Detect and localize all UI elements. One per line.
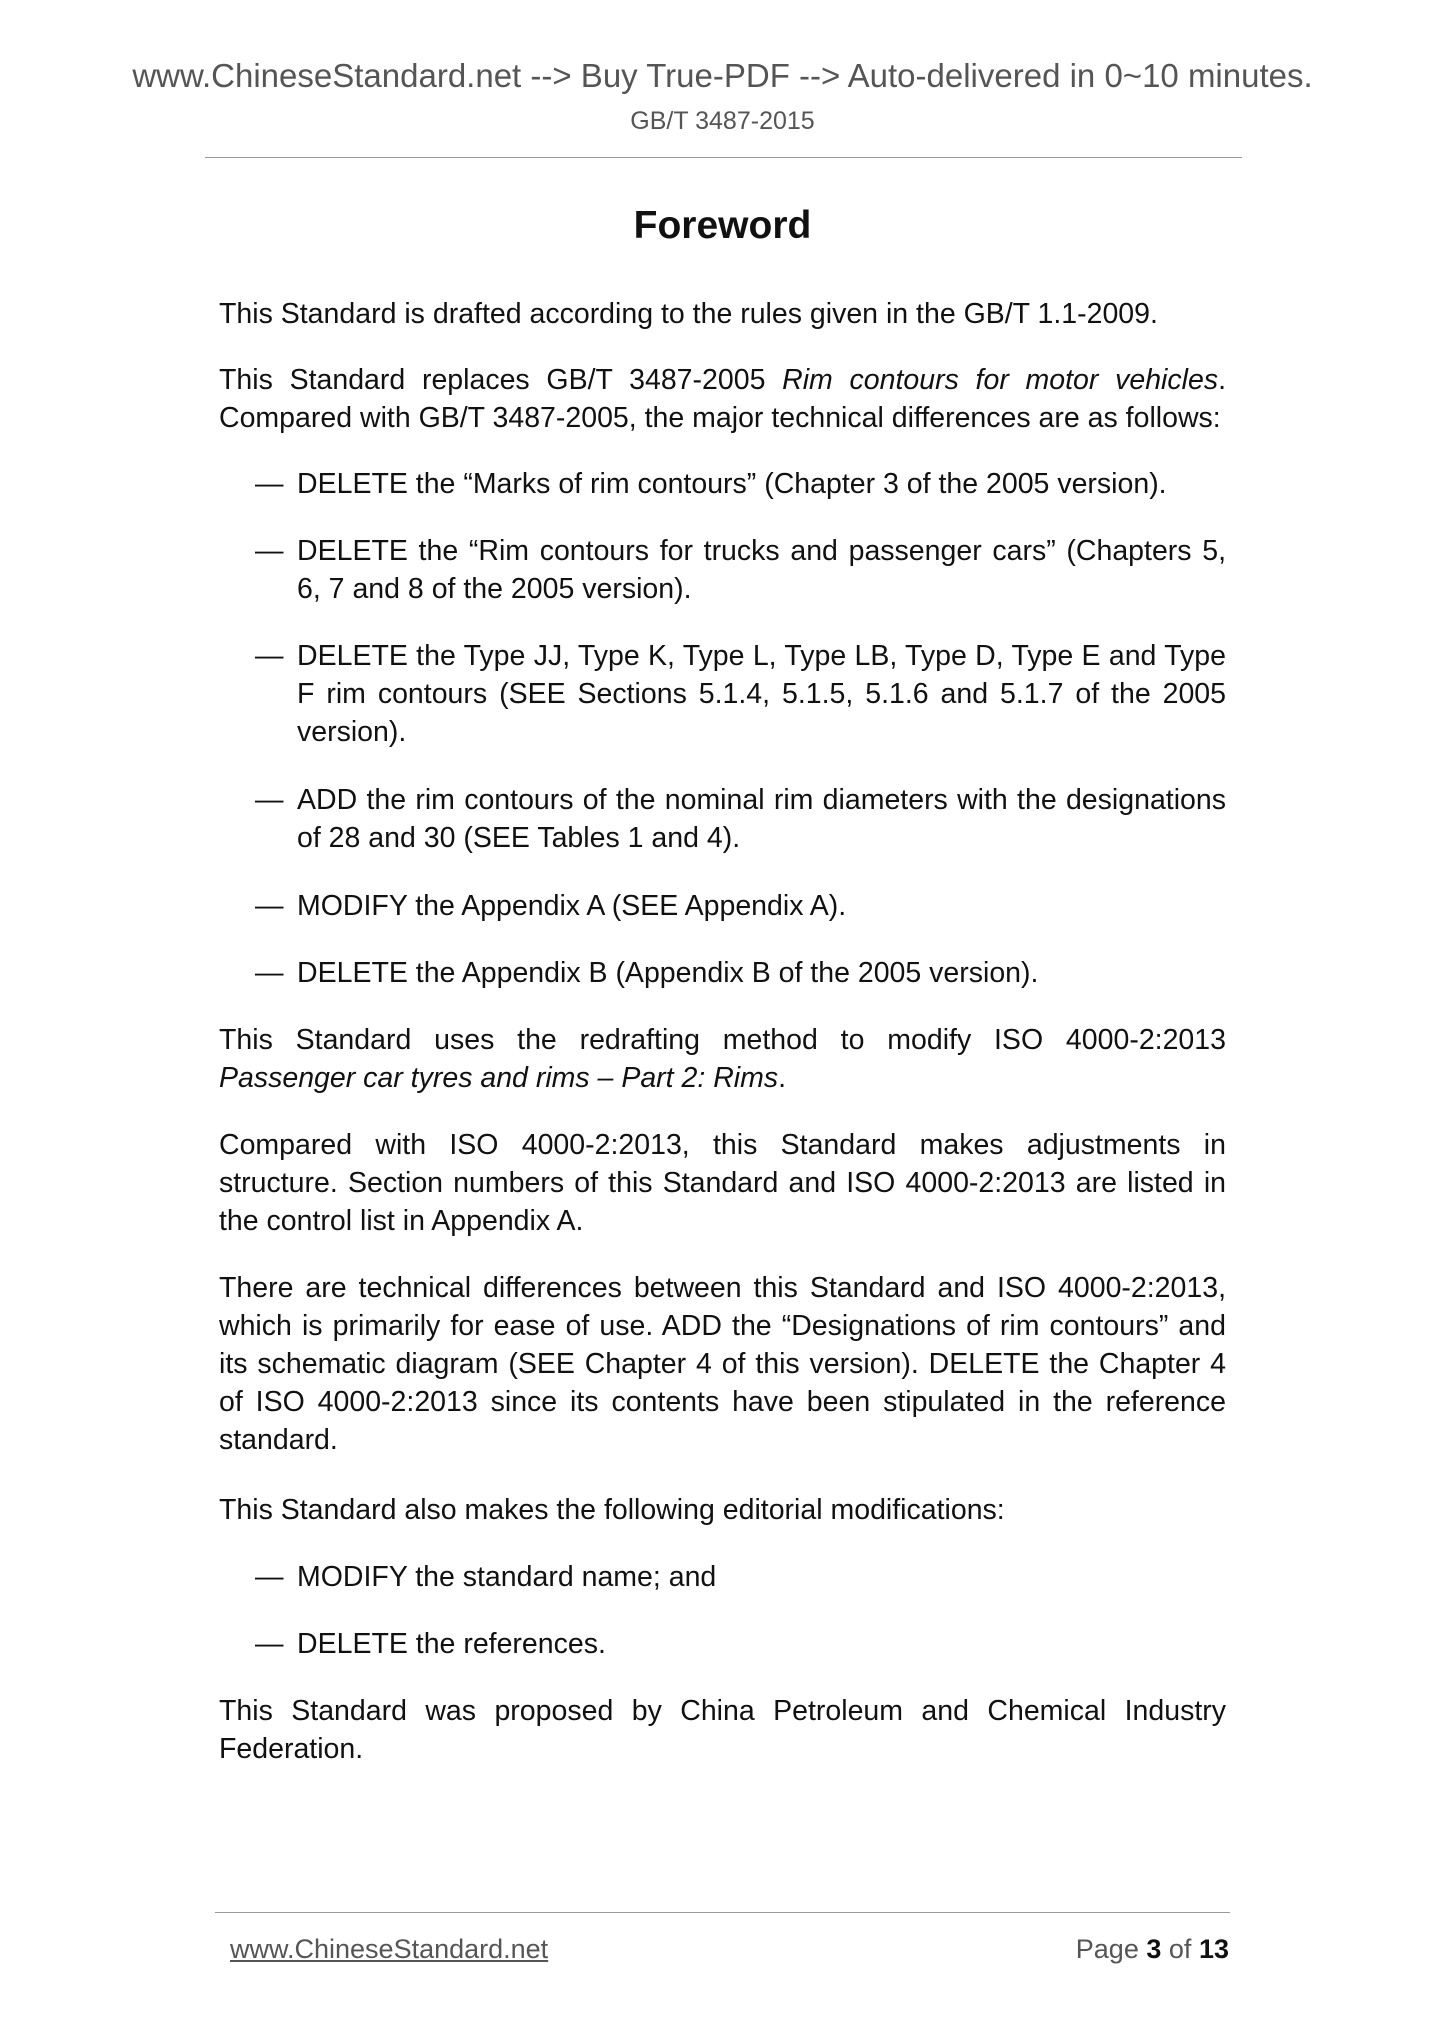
paragraph-structure: Compared with ISO 4000-2:2013, this Standard makes adjustments in structure. Section numbers of this Standard and ISO 4000-2:2013 are listed in the control list in Appendix A. xyxy=(219,1129,1226,1237)
list-item-text: MODIFY the Appendix A (SEE Appendix A). xyxy=(297,890,847,922)
redrafting-text-end: . xyxy=(778,1062,787,1094)
page-current: 3 xyxy=(1146,1934,1162,1964)
page-title: Foreword xyxy=(633,204,812,247)
header-banner: www.ChineseStandard.net --> Buy True-PDF --> Auto-delivered in 0~10 minutes. xyxy=(132,57,1313,94)
paragraph-proposed-by: This Standard was proposed by China Petroleum and Chemical Industry Federation. xyxy=(219,1695,1226,1765)
replaces-text-start: This Standard replaces GB/T 3487-2005 xyxy=(219,364,783,396)
bullet-dash: — xyxy=(255,890,284,922)
paragraph-technical-differences: There are technical differences between this Standard and ISO 4000-2:2013, which is primarily for ease of use. ADD the “Designations of rim contours” and its schematic diagram (SEE Chapter 4 of this version). DELETE the Chapter 4 of ISO 4000-2:2013 since its contents have been stipulated in the reference standard. xyxy=(219,1272,1226,1456)
page-word: Page xyxy=(1075,1934,1139,1964)
paragraph-replaces xyxy=(219,361,1226,437)
list-item-text: DELETE the “Rim contours for trucks and passenger cars” (Chapters 5, 6, 7 and 8 of the 2005 version). xyxy=(297,535,1226,605)
footer-divider xyxy=(215,1912,1230,1913)
list-item-text: MODIFY the standard name; and xyxy=(297,1561,717,1593)
iso-standard-title: Passenger car tyres and rims – Part 2: Rims xyxy=(219,1062,779,1094)
list-item-text: DELETE the “Marks of rim contours” (Chapter 3 of the 2005 version). xyxy=(297,468,1167,500)
bullet-dash: — xyxy=(255,1628,284,1660)
paragraph-drafting-rules: This Standard is drafted according to the rules given in the GB/T 1.1-2009. xyxy=(219,298,1158,330)
list-item-text: DELETE the Appendix B (Appendix B of the 2005 version). xyxy=(297,957,1039,989)
bullet-dash: — xyxy=(255,1561,284,1593)
paragraph-editorial: This Standard also makes the following editorial modifications: xyxy=(219,1494,1005,1526)
document-number: GB/T 3487-2015 xyxy=(630,107,815,135)
bullet-dash: — xyxy=(255,535,284,567)
page-total: 13 xyxy=(1198,1934,1229,1964)
paragraph-redrafting xyxy=(219,1021,1226,1097)
footer-website-link[interactable]: www.ChineseStandard.net xyxy=(230,1934,549,1964)
replaces-text-end: . Compared with GB/T 3487-2005, the major technical differences are as follows: xyxy=(219,364,1226,434)
header-divider xyxy=(205,157,1242,158)
redrafting-text-start: This Standard uses the redrafting method to modify ISO 4000-2:2013 xyxy=(219,1024,1226,1056)
bullet-dash: — xyxy=(255,957,284,989)
page-number xyxy=(1076,1932,1229,1966)
list-item-text: DELETE the Type JJ, Type K, Type L, Type LB, Type D, Type E and Type F rim contours (SEE Sections 5.1.4, 5.1.5, 5.1.6 and 5.1.7 of the 2005 version). xyxy=(297,640,1226,748)
bullet-dash: — xyxy=(255,640,284,672)
replaced-standard-title: Rim contours for motor vehicles xyxy=(782,364,1219,396)
list-item-text: DELETE the references. xyxy=(297,1628,606,1660)
list-item-text: ADD the rim contours of the nominal rim diameters with the designations of 28 and 30 (SEE Tables 1 and 4). xyxy=(297,784,1226,854)
bullet-dash: — xyxy=(255,468,284,500)
bullet-dash: — xyxy=(255,784,284,816)
page-of: of xyxy=(1168,1934,1192,1964)
